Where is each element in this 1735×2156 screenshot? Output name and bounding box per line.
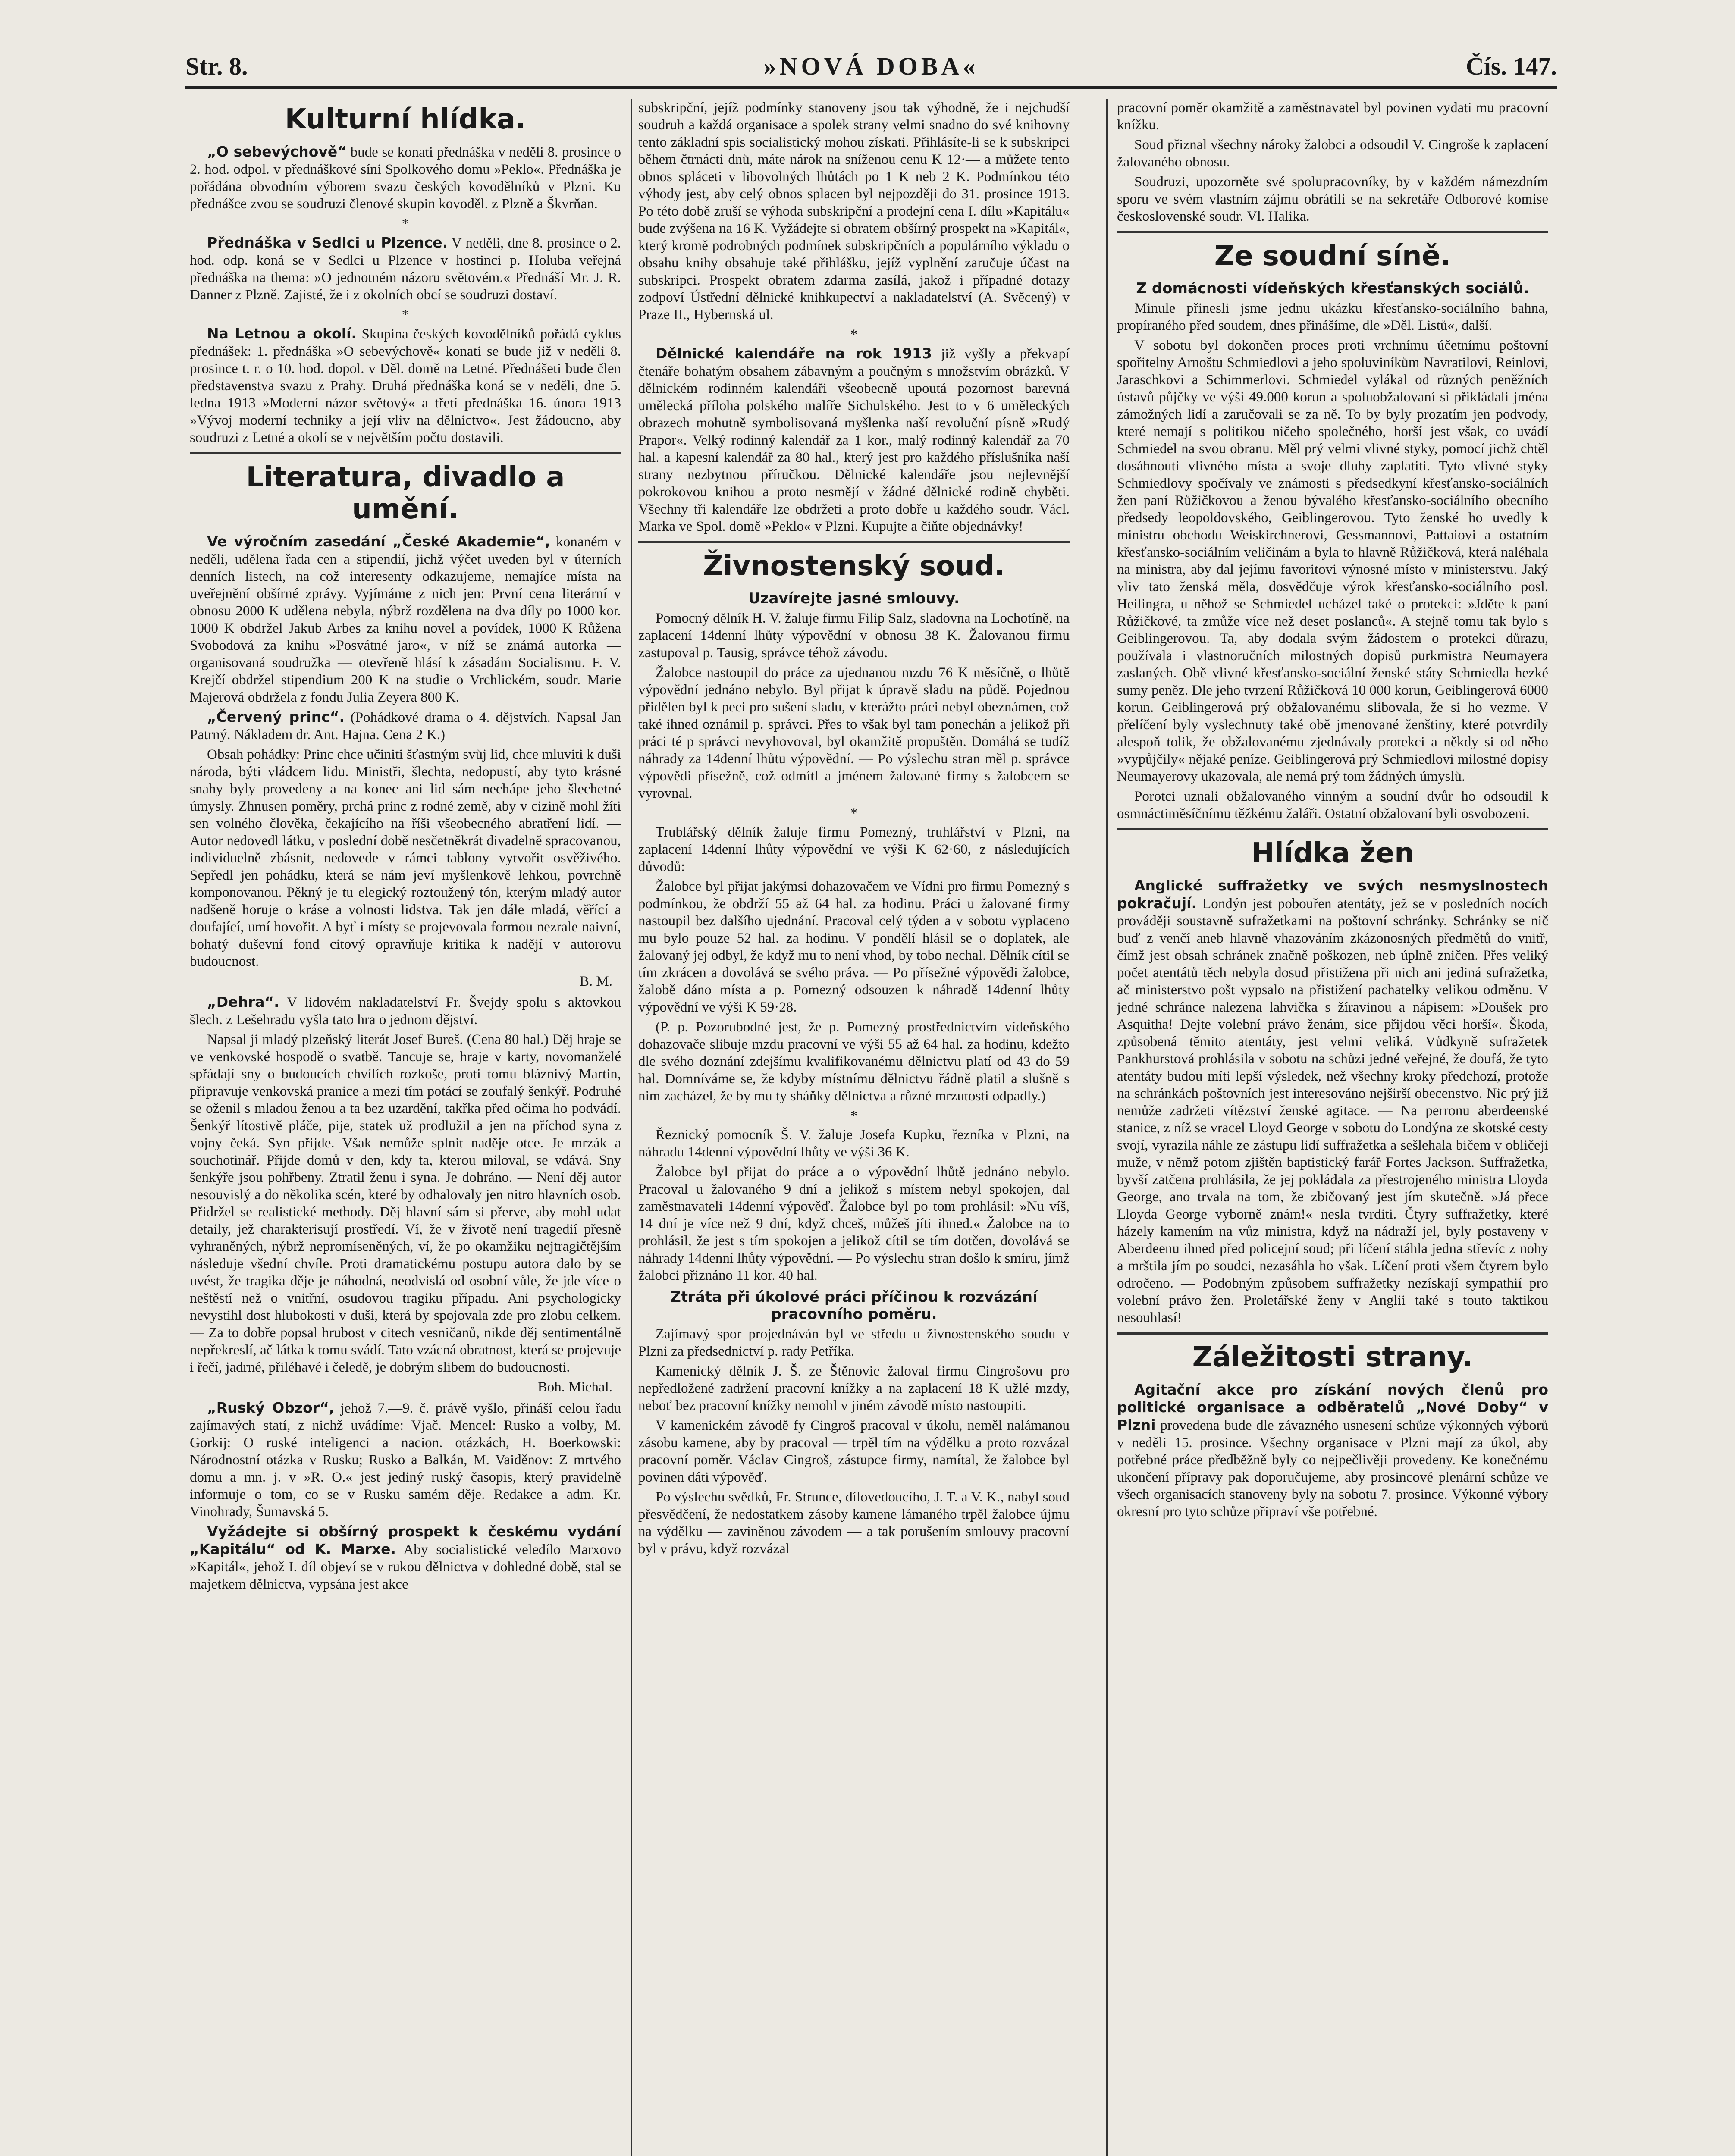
separator-star: *: [402, 216, 409, 232]
article-paragraph: V kamenickém závodě fy Cingroš pracoval v úkolu, neměl nalámanou zásobu kamene, aby by pracoval — trpěl tím na výdělku a proto rozvázal pracovní poměr. Václav Cingroš, zástupce firmy, namítal, že žalobce byl povinen dáti výpověď.: [638, 1418, 1070, 1485]
issue-number: Čís. 147.: [1465, 52, 1557, 80]
article-paragraph: (P. p. Pozorubodné jest, že p. Pomezný prostřednictvím vídeňského dohazovače slibuje mzdu pracovní ve výši 55 až 64 hal. za hodinu, kdežto dle svého doznání zdejšímu kvalifikovanému dělnictvu platí od 43 do 59 hal. Domníváme se, že kdyby místnímu dělnictvu řádně platil a slušně s nim zacházel, že by mu ty sháňky dělnictva a různé mrzutosti odpadly.): [638, 1019, 1070, 1104]
article-paragraph: subskripční, jejíž podmínky stanoveny jsou tak výhodně, že i nejchudší soudruh a každá organisace a spolek strany velmi snadno do své knihovny tento základní spis socialistický mohou získati. Přihlásíte-li se k subskripci během čtrnácti dnů, máte nárok na sníženou cenu K 12·— a můžete tento obnos spláceti v libovolných lhůtách po 1 K neb 2 K. Podmínkou této výhody jest, aby celý obnos splacen byl nejpozději do 31. prosince 1913. Po této době zruší se výhoda subskripční a prodejní cena I. dílu »Kapitálu« bude zvýšena na 16 K. Vyžádejte si obratem obšírný prospekt na »Kapitál«, který kromě podrobných podmínek subskripčních a populárního výkladu o obsahu knihy obsahuje také přihlášku, jejíž vyplnění zaručuje účast na subskripci. Prospekt obratem zdarma zasílá, jakož i případné dotazy zodpoví Ústřední dělnické knihkupectví a nakladatelství (A. Svěcený) v Praze II., Hybernská ul.: [638, 100, 1070, 323]
article-paragraph: Ve výročním zasedání „České Akademie“, konaném v neděli, udělena řada cen a stipendií, jichž výčet uveden byl v úterních denních listech, na což interesenty odkazujeme, nemajíce místa na uveřejnění obšírné zprávy. Vyjímáme z nich jen: První cena literární v obnosu 2000 K udělena nebyla, nýbrž rozdělena na dva díly po 1000 kor. 1000 K obdržel Jakub Arbes za knihu novel a povídek, 1000 K Růžena Svobodová za knihu »Posvátné jaro«, v níž se známá autorka — organisovaná soudružka — otevřeně hlásí k zásadám Socialismu. F. V. Krejčí obdržel stipendium 200 K na studie o Vrchlickém, soudr. Marie Majerová obdržela z fondu Julia Zeyera 800 K.: [190, 533, 621, 705]
article-paragraph: Minule přinesli jsme jednu ukázku křesťansko-sociálního bahna, propíraného před soudem, dnes přinášíme, dle »Děl. Listů«, další.: [1117, 301, 1548, 333]
article-paragraph: „Červený princ“. (Pohádkové drama o 4. dějstvích. Napsal Jan Patrný. Nákladem dr. Ant. Hajna. Cena 2 K.): [190, 708, 621, 743]
article-paragraph: V sobotu byl dokončen proces proti vrchnímu účetnímu poštovní spořitelny Arnoštu Schmiedlovi a jeho spoluviníkům Navratilovi, Reinlovi, Jaraschkovi a Schimmerlovi. Schmiedel vylákal od různých peněžních ústavů půjčky ve výši 49.000 korun a spoluobžalovaní si přikládali jména zámožných lidí a zaručovali se za ně. To by byly prozatím jen podvody, které nemají s politikou ničeho společného, horší jest však, co uvádí Schmiedel na svou obranu. Měl prý velmi vlivné styky, pomocí jichž chtěl dosáhnouti vlivného místa a svoje dluhy zaplatiti. Tyto vlivné styky Schmiedlovy spočívaly ve známosti s předsedkyní křesťansko-sociálních žen paní Růžičkovou a ženou bývalého křesťansko-sociálního obecního předsedy leopoldovského, Geiblingerovou. Tyto ženské ho uvedly k ministru obchodu Weiskirchnerovi, Gessmannovi, Pattaiovi a ostatním křesťansko-sociálním veličinám a byla to hlavně Růžičková, která naléhala na ministra, aby dal jejímu favoritovi výnosné místo v ministerstvu. Jaký vliv tato ženská měla, dosvědčuje výrok křesťansko-sociálního posl. Heilingra, u něhož se Schmiedel ucházel také o protekci: »Jděte k paní Růžičkové, ta zmůže více než deset poslanců«. A stejně tomu tak bylo s Geiblingerovou. Ta, aby dodala svým žádostem o protekci důrazu, používala i vlastnoručních milostných dopisů purkmistra Neumayera zaslaných. Obě vlivné křesťansko-sociální ženské státy Schmiedla hezké sumy peněz. Dle jeho tvrzení Růžičková 10 000 korun, Geiblingerová 6000 korun. Geiblingerová prý obžalovanému slibovala, že si ho vezme. V přelíčení byly vyslechnuty také obě jmenované ženštiny, které potvrdily alespoň tolik, že obžalovanému zjednávaly protekci a někdy si od něho »vypůjčily« nějaké peníze. Geiblingerová prý Schmiedlovi milostné dopisy Neumayerovy ukazovala, ale nemá prý tom žádných úmyslů.: [1117, 338, 1548, 784]
separator-star: *: [850, 805, 858, 821]
article-subheading: Z domácnosti vídeňských křesťanských sociálů.: [1136, 280, 1529, 297]
article-paragraph: pracovní poměr okamžitě a zaměstnavatel byl povinen vydati mu pracovní knížku.: [1117, 100, 1548, 133]
section-title-hlidka-zen: Hlídka žen: [1251, 837, 1414, 869]
separator-star: *: [850, 1108, 858, 1124]
article-paragraph: Soud přiznal všechny nároky žalobci a odsoudil V. Cingroše k zaplacení žalovaného obnosu.: [1117, 137, 1548, 170]
author-signature: Boh. Michal.: [537, 1379, 612, 1395]
article-paragraph: Obsah pohádky: Princ chce učiniti šťastným svůj lid, chce mluviti k duši národa, býti vládcem lidu. Ministři, šlechta, nedopustí, aby tyto krásné snahy byly provedeny a na konec ani lid sám nechápe jeho šlechetné úmysly. Zhnusen poměry, prchá princ z rodné země, aby v cizině mohl žíti sen volného člověka, čekajícího na říši všeobecného abratření lidí. — Autor nedovedl látku, v poslední době nesčetněkrát divadelně spracovanou, individuelně zbásnit, nedovede v rámci tablony vytvořit osvěživého. Sepředl jen pohádku, která se nám jeví myšlenkově lehkou, povrchně komponovanou. Pěkný je tu elegický roztoužený tón, kterým mladý autor nadšeně horuje o kráse a volnosti lidstva. Tak jen dále mladá, věřící a doufající, umí hovořit. A byť i místy se projevovala formou nezrale naivní, bohatý duševní fond citový opravňuje kritika k nadějí v autorovu budoucnost.: [190, 747, 621, 969]
author-signature: B. M.: [579, 974, 612, 989]
masthead-title: »NOVÁ DOBA«: [763, 52, 979, 80]
article-paragraph: Zajímavý spor projednáván byl ve středu u živnostenského soudu v Plzni za předsednictví p. rady Petříka.: [638, 1326, 1070, 1359]
page-header: [185, 52, 1557, 86]
article-paragraph: Anglické suffražetky ve svých nesmyslnostech pokračují. Londýn jest pobouřen atentáty, jež se v posledních nocích prováději soustavně sufražetkami na poštovní schránky. Schránky se nič buď z venčí aneb hlavně vhazováním zkázonosných předmětů do vnitř, čímž jest obsah schránek značně poškozen, neb úplně zničen. Přes veliký počet atentátů těch nebyla dosud přistižena při nich ani jediná sufražetka, ač ministerstvo pošt vypsalo na přistižení pachatelky velikou odměnu. V jedné schránce nalezena lahvička s žíravinou a nápisem: »Doušek pro Asquitha! Dejte volební právo ženám, sice přijdou věci horší«. Škoda, způsobená těmito atentáty, jest velmi veliká. Vůdkyně sufražetek Pankhurstová prohlásila v sobotu na schůzi jedné veřejné, že doufá, že tyto atentáty budou míti lepší výsledek, než všechny kroky předchozí, protože na schránkách poštovních jest interesováno nejširší obecenstvo. Nic prý již nemůže zadržeti vítězství ženské agitace. — Na perronu aberdeenské stanice, z níž se vracel Lloyd George v sobotu do Londýna ze skotské cesty svojí, vyrazila náhle ze zástupu lidí suffražetka a sešlehala bičem v obličeji muže, v němž potom zjištěn baptistický farář Fortes Jackson. Suffražetka, byvší zatčena prohlásila, že jej pokládala za přestrojeného ministra Lloyda George, ano trvala na tom, že zbičovaný jest jím skutečně. »Já přece Lloyda George vyborně znám!« nesla tvrditi. Čtyry suffražetky, které házely kamením na vůz ministra, když na nádraží jel, byly postaveny v Aberdeenu ihned před policejní soud; při líčení stáhla jedna střevíc z nohy a mrštila jím po soudci, nezasáhla ho však. Líčení proti všem čtyrem bylo odročeno. — Podobným způsobem suffražetky nezískají sympathií pro volební právo žen. Proletářské ženy v Anglii také s touto taktikou nesouhlasí!: [1117, 877, 1548, 1326]
article-paragraph: Porotci uznali obžalovaného vinným a soudní dvůr ho odsoudil k osmnáctiměsíčnímu těžkému žaláři. Ostatní obžalovaní byli osvobozeni.: [1117, 789, 1548, 821]
article-paragraph: Žalobce byl přijat jakýmsi dohazovačem ve Vídni pro firmu Pomezný s podmínkou, že obdrží 55 až 64 hal. za hodinu. Práci u žalované firmy nastoupil bez dalšího ujednání. Pracoval celý týden a v sobotu vyplaceno mu bylo pouze 52 hal. za hodinu. V pondělí hlásil se o doplatek, ale žalovaný jej odbyl, že když mu to není vhod, by tobo nechal. Dělník cítil se tím zkrácen a dovolává se svého práva. — Po přísežné výpovědi žalobce, žalobě dáno místa a p. Pomezný odsouzen k náhradě 14denní lhůty výpovědní ve výši K 59·28.: [638, 879, 1070, 1015]
page-number: Str. 8.: [185, 52, 248, 80]
article-paragraph: Pomocný dělník H. V. žaluje firmu Filip Salz, sladovna na Lochotíně, na zaplacení 14denní lhůty výpovědní v obnosu 38 K. Žalovanou firmu zastupoval p. Tausig, správce téhož závodu.: [638, 611, 1070, 661]
article-paragraph: Vyžádejte si obšírný prospekt k českému vydání „Kapitálu“ od K. Marxe. Aby socialistické veledílo Marxovo »Kapitál«, jehož I. díl objeví se v rukou dělnictva v dohledné době, stal se majetkem dělnictva, vypsána jest akce: [190, 1523, 621, 1592]
article-paragraph: Dělnické kalendáře na rok 1913 již vyšly a překvapí čtenáře bohatým obsahem zábavným a poučným s množstvím obrázků. V dělnickém rodinném kalendáři všeobecně upoutá pozornost barevná umělecká příloha polského malíře Sichulského. Jest to v 6 uměleckých obrazech mohutně symbolisovaná myšlenka naší revoluční písně »Rudý Prapor«. Velký rodinný kalendář za 1 kor., malý rodinný kalendář za 70 hal. a kapesní kalendář za 80 hal., který jest pro každého příslušníka naší strany nezbytnou příručkou. Dělnické kalendáře jsou nejlevnější pokrokovou knihou a proto nesmějí v žádné dělnické rodině chyběti. Všechny tři kalendáře lze obdržeti a proto dobře u každého soudr. Václ. Marka ve Spol. domě »Peklo« v Plzni. Kupujte a čiňte objednávky!: [638, 345, 1070, 534]
article-paragraph: Řeznický pomocník Š. V. žaluje Josefa Kupku, řezníka v Plzni, na náhradu 14denní výpovědní lhůty ve výši 36 K.: [638, 1127, 1070, 1160]
article-paragraph: Trublářský dělník žaluje firmu Pomezný, truhlářství v Plzni, na zaplacení 14denní lhůty výpovědní ve výši K 62·60, z následujících důvodů:: [638, 824, 1070, 874]
article-paragraph: Napsal ji mladý plzeňský literát Josef Bureš. (Cena 80 hal.) Děj hraje se ve venkovské hospodě o svatbě. Tancuje se, hraje v karty, novomanželé spřádají sny o budoucích chvílích rozkoše, proti tomu bláznivý Martin, připravuje venkovská pranice a mezi tím potácí se zoufalý šenkýř. Podruhé se oženil s mladou ženou a ta bez uzardění, takřka před očima ho podvádí. Šenkýř lítostivě pláče, pije, statek už prodlužil a jen na příchod syna z vojny čeká. Syn přijde. Však nemůže splnit naděje otce. Je mrzák a souchotinář. Přijde domů v den, kdy ta, kterou miloval, se vdává. Sny šenkýře jsou pohřbeny. Ztratil ženu i syna. Je dohráno. — Není děj autor nesouvislý a do několika scén, které by odhalovaly jen nitro hlavních osob. Přidržel se realistické methody. Děj hlavní sám si přerve, aby mohl udat detaily, jež charakterisují prostředí. Ví, že v životě není tragedií přesně vyhraněných, nýbrž nepromíseněných, ví, že po okamžiku nejtragičtějším následuje všední chvíle. Proti dramatickému postupu autora dalo by se uvést, že tragika děje je náhodná, neodvislá od osobní vůle, že jde více o neštěstí než o vnitřní, osudovou tragiku případu. Ani psychologicky nevystihl dost hlubokosti v duši, která by spojovala zde pro zlobu celkem. — Za to dobře popsal hrubost v citech vesničanů, nikde děj sentimentálně nepřekreslí, ač látka k tomu svádí. Tato vzácná obratnost, která se projevuje i řečí, jadrné, přiléhavé i čeledě, je dobrým slibem do budoucnosti.: [190, 1032, 621, 1375]
article-paragraph: Žalobce byl přijat do práce a o výpovědní lhůtě jednáno nebylo. Pracoval u žalovaného 9 dní a jelikož s místem nebyl spokojen, dal zaměstnavateli 14denní výpověď. Žalobce byl po tom prohlásil: »Nu víš, 14 dní je více než 9 dní, když chceš, můžeš jíti ihned.« Žalobce na to prohlásil, že jest s tím spokojen a jelikož cítil se tím dotčen, dovolává se náhrady 14denní lhůty výpovědní. — Po výslechu stran došlo k smíru, jímž žalobci přiznáno 11 kor. 40 hal.: [638, 1164, 1070, 1283]
section-title-zivnostensky-soud: Živnostenský soud.: [703, 550, 1005, 582]
section-title-zalezitosti-strany: Záležitosti strany.: [1192, 1341, 1473, 1373]
section-title-ze-soudni-sine: Ze soudní síně.: [1214, 240, 1451, 272]
article-paragraph: Žalobce nastoupil do práce za ujednanou mzdu 76 K měsíčně, o lhůtě výpovědní jednáno nebylo. Byl přijat k úpravě sladu na půdě. Pojednou přidělen byl k peci pro sušení sladu, v kterážto práci nebyl obeznámen, což také ihned oznámil p. správci. Přes to však byl tam ponechán a jelikož při práci té p správci nevyhovoval, byl okamžitě propuštěn. Domáhá se tudíž náhrady za 14denní lhůtu výpovědní. — Po výslechu stran měl p. správce výpovědi přísežně, což odmítl a jménem žalované firmy s žalobcem se vyrovnal.: [638, 665, 1070, 801]
article-paragraph: „Dehra“. V lidovém nakladatelství Fr. Švejdy spolu s aktovkou šlech. z Lešehradu vyšla tato hra o jednom dějství.: [190, 993, 621, 1028]
section-title-kulturni-hlidka: Kulturní hlídka.: [285, 103, 526, 135]
article-paragraph: Agitační akce pro získání nových členů pro politické organisace a odběratelů „Nové Doby“ v Plzni provedena bude dle závazného usnesení schůze výkonných výborů v neděli 15. prosince. Všechny organisace v Plzni mají za úkol, aby potřebné práce předběžně byly co nejpečlivěji provedeny. Ke konečnému ukončení přípravy pak doporučujeme, aby prosincové plenární schůze ve všech organisacích stanoveny byly na sobotu 7. prosince. Výkonné výbory okresní pro tyto schůze připraví vše potřebné.: [1117, 1381, 1548, 1520]
separator-star: *: [402, 307, 409, 323]
page-bottom-rule: [185, 99, 1557, 2156]
separator-star: *: [850, 327, 858, 342]
article-paragraph: Přednáška v Sedlci u Plzence. V neděli, dne 8. prosince o 2. hod. odp. koná se v Sedlci u Plzence v hostinci p. Holuba veřejná přednáška na thema: »O jednotném názoru světovém.« Přednáší Mr. J. R. Danner z Plzně. Zajisté, že i z okolních obcí se soudruzi dostaví.: [190, 234, 621, 303]
article-paragraph: „Ruský Obzor“, jehož 7.—9. č. právě vyšlo, přináší celou řadu zajímavých statí, z nichž uvádíme: Vjač. Mencel: Rusko a volby, M. Gorkij: O ruské inteligenci a nacion. otázkách, H. Boerkowski: Národnostní otázka v Rusku; Rusko a Balkán, M. Vaiděnov: Z mrtvého domu a mn. j. v »R. O.« jest jediný ruský časopis, který pravidelně informuje o tom, co se v Rusku samém děje. Redakce a adm. Kr. Vinohrady, Šumavská 5.: [190, 1399, 621, 1520]
article-subheading: Uzavírejte jasné smlouvy.: [748, 590, 960, 607]
header-rule: [185, 86, 1557, 89]
section-title-literatura: Literatura, divadlo a umění.: [246, 461, 565, 525]
article-paragraph: „O sebevýchově“ bude se konati přednáška v neděli 8. prosince o 2. hod. odpol. v přednáškové síni Spolkového domu »Peklo«. Přednáška je pořádána obvodním výborem svazu českých kovodělníků v Plzni. Ku přednášce zvou se soudruzi členové skupin kovoděl. z Plzně a Škvrňan.: [190, 143, 621, 212]
article-paragraph: Po výslechu svědků, Fr. Strunce, dílovedoucího, J. T. a V. K., nabyl soud přesvědčení, že nedostatkem zásoby kamene lámaného trpěl žalobce újmu na výdělku — zaviněnou závodem — a tak porušením smlouvy pracovní byl v právu, když rozvázal: [638, 1489, 1070, 1557]
article-subheading: Ztráta při úkolové práci příčinou k rozvázání pracovního poměru.: [670, 1288, 1038, 1323]
article-paragraph: Soudruzi, upozorněte své spolupracovníky, by v každém námezdním sporu ve svém vlastním zájmu obrátili se na sekretáře Odborové komise československé soudr. Vl. Halika.: [1117, 174, 1548, 224]
article-paragraph: Kamenický dělník J. Š. ze Štěnovic žaloval firmu Cingrošovu pro nepředložené zadržení pracovní knížky a na zaplacení 18 K užlé mzdy, neboť bez pracovní knížky nemohl v jiném závodě místo nastoupiti.: [638, 1363, 1070, 1413]
article-paragraph: Na Letnou a okolí. Skupina českých kovodělníků pořádá cyklus přednášek: 1. přednáška »O sebevýchově« konati se bude již v neděli 8. prosince t. r. o 10. hod. dopol. v Děl. domě na Letné. Přednášeti bude člen představenstva svazu z Prahy. Druhá přednáška koná se v neděli, dne 5. ledna 1913 »Moderní názor světový« a třetí přednáška 16. února 1913 »Vývoj moderní techniky a její vliv na dělnictvo«. Jest žádoucno, aby soudruzi z Letné a okolí se v největším počtu dostavili.: [190, 325, 621, 445]
